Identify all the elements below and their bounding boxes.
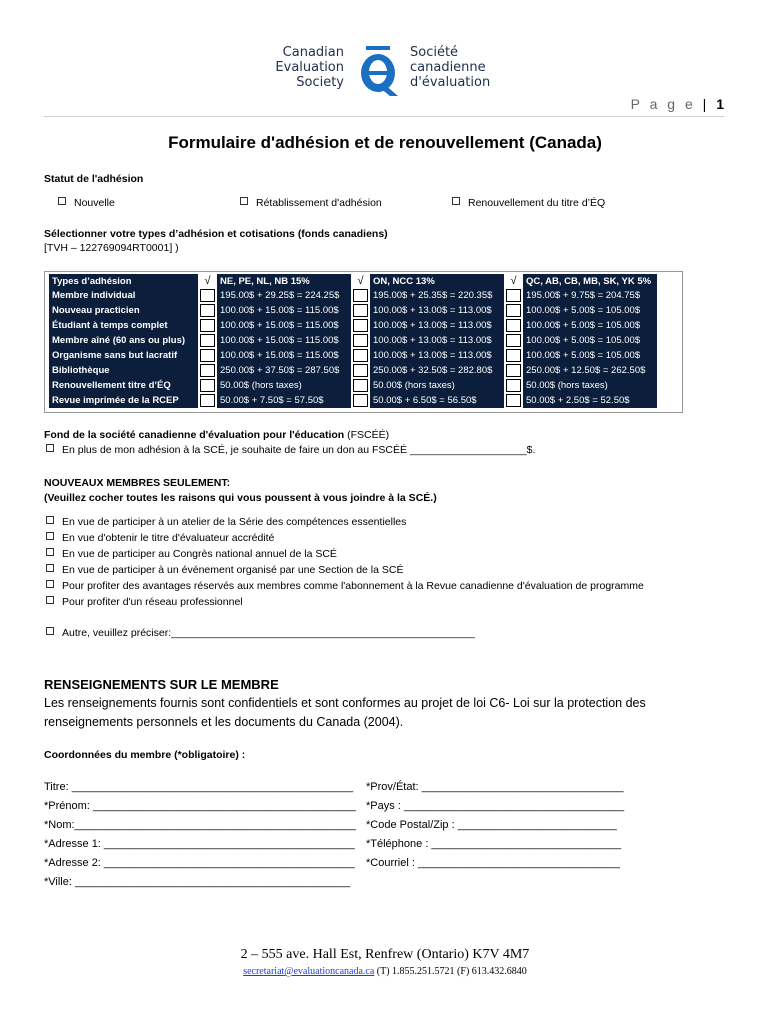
fees-table <box>49 274 657 408</box>
fee-value: 50.00$ + 7.50$ = 57.50$ <box>217 393 351 408</box>
fee-checkbox[interactable] <box>351 378 370 393</box>
fee-checkbox[interactable] <box>198 333 217 348</box>
fee-checkbox[interactable] <box>198 303 217 318</box>
header-type: Types d’adhésion <box>49 274 198 288</box>
table-row <box>49 393 657 408</box>
header-ontario: ON, NCC 13% <box>370 274 504 288</box>
checkbox-icon[interactable] <box>46 596 54 604</box>
fee-checkbox[interactable] <box>351 393 370 408</box>
logo-line: Société <box>410 45 459 60</box>
fee-type: Renouvellement titre d’ÉQ <box>49 378 198 393</box>
table-row <box>49 333 657 348</box>
fee-value: 250.00$ + 32.50$ = 282.80$ <box>370 363 504 378</box>
logo-french-name <box>410 45 520 90</box>
fee-value: 100.00$ + 15.00$ = 115.00$ <box>217 333 351 348</box>
footer-address: 2 – 555 ave. Hall Est, Renfrew (Ontario) K7V 4M7 <box>240 947 530 962</box>
membership-select-instructions <box>44 227 388 255</box>
fee-value: 100.00$ + 15.00$ = 115.00$ <box>217 303 351 318</box>
fee-checkbox[interactable] <box>504 288 523 303</box>
fee-checkbox[interactable] <box>198 378 217 393</box>
fee-checkbox[interactable] <box>504 363 523 378</box>
fee-value: 100.00$ + 13.00$ = 113.00$ <box>370 348 504 363</box>
checkbox-icon[interactable] <box>46 564 54 572</box>
fee-checkbox[interactable] <box>198 393 217 408</box>
fee-value: 100.00$ + 13.00$ = 113.00$ <box>370 318 504 333</box>
header-atlantic: NE, PE, NL, NB 15% <box>217 274 351 288</box>
fee-checkbox[interactable] <box>351 333 370 348</box>
checkbox-icon[interactable] <box>452 197 460 205</box>
fee-checkbox[interactable] <box>198 363 217 378</box>
coordinates-heading: Coordonnées du membre (*obligatoire) : <box>44 749 246 761</box>
page-value: 1 <box>716 96 724 112</box>
table-row <box>49 288 657 303</box>
fund-donation-text: En plus de mon adhésion à la SCÉ, je souhaite de faire un don au FSCÉÉ ____________________$. <box>62 444 536 456</box>
postal-code-field[interactable]: *Code Postal/Zip : __________________________ <box>366 819 617 831</box>
fee-type: Organisme sans but lacratif <box>49 348 198 363</box>
reason-label: En vue de participer à un atelier de la Série des compétences essentielles <box>62 516 407 528</box>
fee-value: 50.00$ + 2.50$ = 52.50$ <box>523 393 657 408</box>
member-info-text <box>44 694 646 732</box>
logo-mark-icon <box>352 44 404 103</box>
fee-value: 50.00$ (hors taxes) <box>370 378 504 393</box>
reason-other-label: Autre, veuillez préciser:____________________________________________________ <box>62 627 475 639</box>
fee-value: 195.00$ + 25.35$ = 220.35$ <box>370 288 504 303</box>
checkbox-icon[interactable] <box>46 444 54 452</box>
status-option-new[interactable] <box>58 196 115 210</box>
status-option-label: Nouvelle <box>74 197 115 209</box>
reason-label: Pour profiter des avantages réservés aux membres comme l'abonnement à la Revue canadienne d'évaluation de programme <box>62 580 644 592</box>
fund-heading-bold: Fond de la société canadienne d'évaluation pour l'éducation <box>44 429 345 441</box>
reason-item[interactable] <box>46 595 243 609</box>
fee-type: Membre individual <box>49 288 198 303</box>
fee-value: 100.00$ + 5.00$ = 105.00$ <box>523 303 657 318</box>
select-line: Sélectionner votre types d’adhésion et cotisations (fonds canadiens) <box>44 228 388 240</box>
city-field[interactable]: *Ville: _____________________________________________ <box>44 876 351 888</box>
table-row <box>49 348 657 363</box>
member-info-line: Les renseignements fournis sont confidentiels et sont conformes au projet de loi C6- Loi sur la protection des <box>44 696 646 710</box>
checkbox-icon[interactable] <box>46 627 54 635</box>
reason-item[interactable] <box>46 547 337 561</box>
fee-type: Bibliothèque <box>49 363 198 378</box>
reason-item[interactable] <box>46 579 644 593</box>
reason-label: En vue de participer à un événement organisé par une Section de la SCÉ <box>62 564 404 576</box>
checkbox-icon[interactable] <box>46 580 54 588</box>
logo-line: Evaluation <box>275 60 344 75</box>
fee-type: Étudiant à temps complet <box>49 318 198 333</box>
reason-label: Pour profiter d'un réseau professionnel <box>62 596 243 608</box>
fee-checkbox[interactable] <box>504 378 523 393</box>
fee-checkbox[interactable] <box>198 318 217 333</box>
footer-phones: (T) 1.855.251.5721 (F) 613.432.6840 <box>374 966 527 977</box>
fee-checkbox[interactable] <box>504 303 523 318</box>
fee-checkbox[interactable] <box>351 303 370 318</box>
table-row <box>49 303 657 318</box>
member-fields-left <box>44 778 356 892</box>
page-separator: | <box>702 96 710 112</box>
country-field[interactable]: *Pays : ____________________________________ <box>366 800 625 812</box>
fee-value: 50.00$ (hors taxes) <box>523 378 657 393</box>
checkbox-icon[interactable] <box>46 532 54 540</box>
select-tax-line: [TVH – 122769094RT0001] ) <box>44 242 179 254</box>
footer-contact <box>0 966 770 977</box>
reason-item[interactable] <box>46 515 406 529</box>
reason-label: En vue de participer au Congrès national annuel de la SCÉ <box>62 548 337 560</box>
title-field[interactable]: Titre: ______________________________________________ <box>44 781 354 793</box>
header-west-quebec: QC, AB, CB, MB, SK, YK 5% <box>523 274 657 288</box>
fee-type: Membre aîné (60 ans ou plus) <box>49 333 198 348</box>
fee-value: 100.00$ + 13.00$ = 113.00$ <box>370 333 504 348</box>
logo-line: canadienne <box>410 60 486 75</box>
checkbox-icon[interactable] <box>240 197 248 205</box>
checkbox-icon[interactable] <box>58 197 66 205</box>
check-mark-icon: √ <box>357 274 364 287</box>
fee-checkbox[interactable] <box>351 288 370 303</box>
fee-checkbox[interactable] <box>351 348 370 363</box>
fee-checkbox[interactable] <box>198 288 217 303</box>
member-info-heading: RENSEIGNEMENTS SUR LE MEMBRE <box>44 677 279 692</box>
fund-heading <box>44 428 389 442</box>
fee-checkbox[interactable] <box>198 348 217 363</box>
phone-field[interactable]: *Téléphone : _______________________________ <box>366 838 622 850</box>
logo-line: Society <box>296 75 344 90</box>
member-info-line: renseignements personnels et les documents du Canada (2004). <box>44 715 404 729</box>
fee-value: 100.00$ + 5.00$ = 105.00$ <box>523 333 657 348</box>
logo-english-name <box>258 45 344 90</box>
footer-email-link[interactable]: secretariat@evaluationcanada.ca <box>243 966 375 977</box>
fee-value: 50.00$ + 6.50$ = 56.50$ <box>370 393 504 408</box>
last-name-field[interactable]: *Nom:______________________________________________ <box>44 819 356 831</box>
table-row <box>49 363 657 378</box>
fee-value: 100.00$ + 15.00$ = 115.00$ <box>217 318 351 333</box>
fee-value: 100.00$ + 15.00$ = 115.00$ <box>217 348 351 363</box>
table-row <box>49 378 657 393</box>
checkbox-icon[interactable] <box>46 516 54 524</box>
reason-other[interactable] <box>46 626 475 640</box>
fee-checkbox[interactable] <box>504 393 523 408</box>
status-option-reinstatement[interactable] <box>240 196 382 210</box>
fee-value: 195.00$ + 9.75$ = 204.75$ <box>523 288 657 303</box>
fee-type: Revue imprimée de la RCEP <box>49 393 198 408</box>
fee-checkbox[interactable] <box>504 318 523 333</box>
fund-heading-rest: (FSCÉÉ) <box>344 429 390 441</box>
fee-type: Nouveau practicien <box>49 303 198 318</box>
logo-line: Canadian <box>282 45 344 60</box>
new-members-subheading: (Veuillez cocher toutes les raisons qui vous poussent à vous joindre à la SCÉ.) <box>44 492 437 504</box>
fee-value: 100.00$ + 13.00$ = 113.00$ <box>370 303 504 318</box>
fee-checkbox[interactable] <box>351 318 370 333</box>
fee-checkbox[interactable] <box>351 363 370 378</box>
page-title: Formulaire d'adhésion et de renouvellement (Canada) <box>168 133 602 152</box>
email-field[interactable]: *Courriel : _________________________________ <box>366 857 620 869</box>
status-option-label: Renouvellement du titre d’ÉQ <box>468 197 606 209</box>
new-members-heading: NOUVEAUX MEMBRES SEULEMENT: <box>44 477 231 489</box>
table-row <box>49 318 657 333</box>
page-number <box>631 96 724 112</box>
checkbox-icon[interactable] <box>46 548 54 556</box>
reason-label: En vue d'obtenir le titre d'évaluateur accrédité <box>62 532 275 544</box>
fee-value: 250.00$ + 37.50$ = 287.50$ <box>217 363 351 378</box>
address1-field[interactable]: *Adresse 1: _________________________________________ <box>44 838 355 850</box>
status-heading: Statut de l'adhésion <box>44 173 144 185</box>
fund-donation-line[interactable] <box>46 443 535 457</box>
fee-value: 50.00$ (hors taxes) <box>217 378 351 393</box>
fee-value: 195.00$ + 29.25$ = 224.25$ <box>217 288 351 303</box>
reason-item[interactable] <box>46 563 403 577</box>
status-option-label: Rétablissement d'adhésion <box>256 197 382 209</box>
header-divider <box>44 116 724 117</box>
member-fields-right <box>366 778 624 873</box>
address2-field[interactable]: *Adresse 2: _________________________________________ <box>44 857 355 869</box>
status-option-renewal[interactable] <box>452 196 605 210</box>
province-field[interactable]: *Prov/État: _________________________________ <box>366 781 624 793</box>
fee-checkbox[interactable] <box>504 348 523 363</box>
check-mark-icon: √ <box>204 274 211 287</box>
page-label: P a g e <box>630 96 696 112</box>
fee-value: 100.00$ + 5.00$ = 105.00$ <box>523 318 657 333</box>
check-mark-icon: √ <box>510 274 517 287</box>
reason-item[interactable] <box>46 531 274 545</box>
fees-header-row <box>49 274 657 288</box>
logo-line: d'évaluation <box>410 75 491 90</box>
fee-value: 250.00$ + 12.50$ = 262.50$ <box>523 363 657 378</box>
fees-table-frame <box>44 271 683 413</box>
first-name-field[interactable]: *Prénom: ___________________________________________ <box>44 800 356 812</box>
fee-value: 100.00$ + 5.00$ = 105.00$ <box>523 348 657 363</box>
fee-checkbox[interactable] <box>504 333 523 348</box>
